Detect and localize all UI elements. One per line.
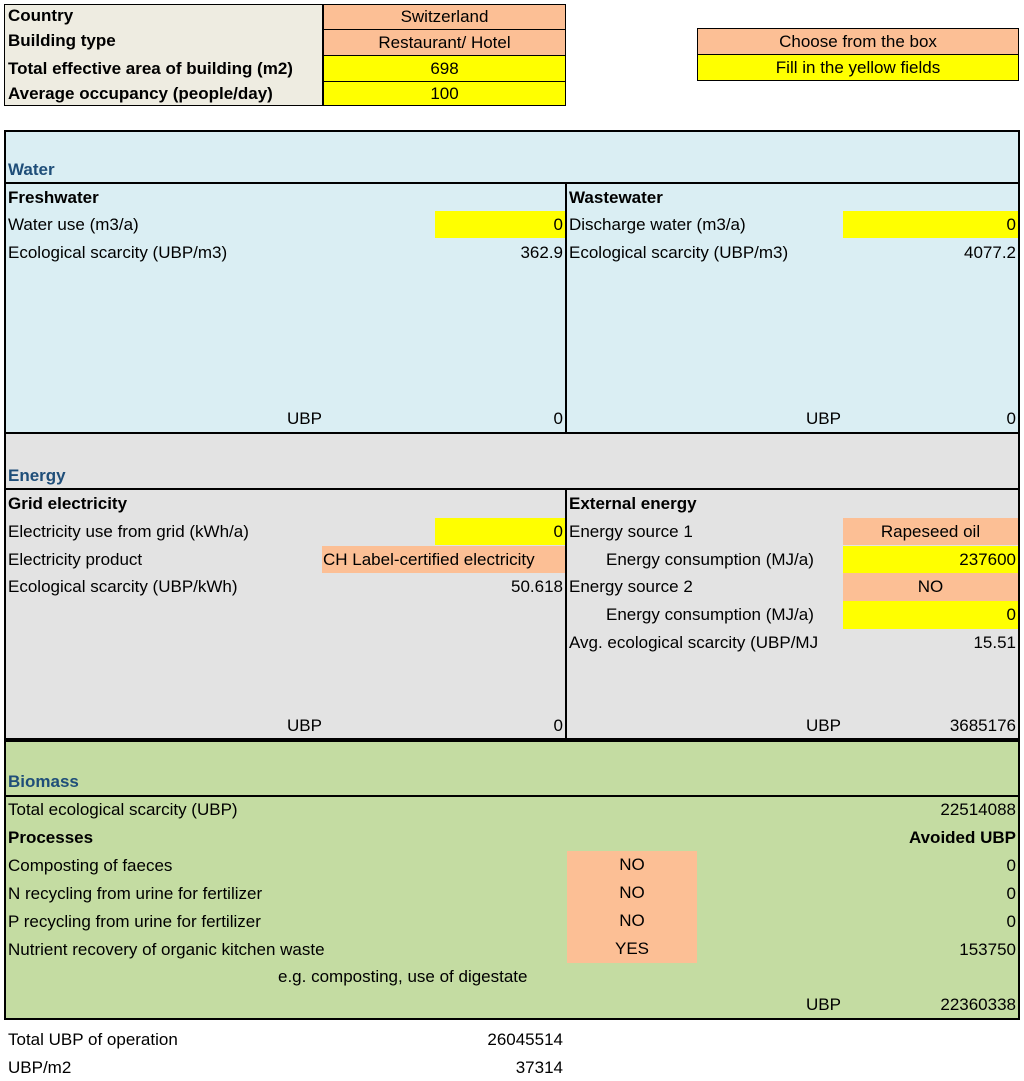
- process-label-composting: Composting of faeces: [8, 856, 173, 875]
- energy-divider-v: [565, 488, 567, 740]
- grid-ubp-value: 0: [553, 716, 563, 735]
- country-label: Country: [8, 6, 74, 25]
- ubp-per-m2-value: 37314: [515, 1058, 563, 1077]
- legend-choose: Choose from the box: [697, 28, 1019, 55]
- energy-source1-label: Energy source 1: [569, 522, 693, 541]
- water-section: [4, 130, 1020, 434]
- biomass-title: Biomass: [8, 772, 79, 791]
- country-select[interactable]: Switzerland: [323, 4, 566, 30]
- area-input[interactable]: 698: [323, 55, 566, 82]
- biomass-ubp-label: UBP: [806, 995, 841, 1014]
- water-title: Water: [8, 160, 55, 179]
- electricity-product-label: Electricity product: [8, 550, 143, 569]
- process-label-nutrient-recovery: Nutrient recovery of organic kitchen waste: [8, 940, 325, 959]
- biomass-ubp-value: 22360338: [940, 995, 1016, 1014]
- energy-consumption1-input[interactable]: 237600: [843, 546, 1018, 573]
- wastewater-ubp-label: UBP: [806, 409, 841, 428]
- water-use-input[interactable]: 0: [435, 211, 565, 238]
- water-divider-v: [565, 182, 567, 434]
- freshwater-scarcity-label: Ecological scarcity (UBP/m3): [8, 243, 228, 262]
- energy-consumption2-label: Energy consumption (MJ/a): [606, 605, 814, 624]
- occupancy-input[interactable]: 100: [323, 81, 566, 106]
- process-value-p-recycling: 0: [1006, 912, 1016, 931]
- energy-consumption2-input[interactable]: 0: [843, 601, 1018, 629]
- external-energy-title: External energy: [569, 494, 697, 513]
- biomass-total-label: Total ecological scarcity (UBP): [8, 800, 238, 819]
- building-type-label: Building type: [8, 31, 116, 50]
- freshwater-title: Freshwater: [8, 188, 99, 207]
- electricity-use-input[interactable]: 0: [435, 518, 565, 545]
- grid-electricity-title: Grid electricity: [8, 494, 128, 513]
- grid-scarcity-value: 50.618: [511, 577, 563, 596]
- electricity-product-select[interactable]: CH Label-certified electricity: [322, 546, 565, 573]
- process-choice-p-recycling[interactable]: NO: [567, 907, 697, 935]
- total-operation-value: 26045514: [487, 1030, 563, 1049]
- energy-source2-label: Energy source 2: [569, 577, 693, 596]
- grid-scarcity-label: Ecological scarcity (UBP/kWh): [8, 577, 238, 596]
- area-label: Total effective area of building (m2): [8, 59, 293, 78]
- water-divider-h: [4, 182, 1020, 184]
- process-label-n-recycling: N recycling from urine for fertilizer: [8, 884, 263, 903]
- wastewater-ubp-value: 0: [1006, 409, 1016, 428]
- freshwater-ubp-label: UBP: [287, 409, 322, 428]
- energy-divider-h: [4, 488, 1020, 490]
- process-value-composting: 0: [1006, 856, 1016, 875]
- ubp-per-m2-label: UBP/m2: [8, 1058, 72, 1077]
- energy-source2-select[interactable]: NO: [843, 573, 1018, 601]
- wastewater-title: Wastewater: [569, 188, 663, 207]
- wastewater-scarcity-value: 4077.2: [964, 243, 1016, 262]
- freshwater-scarcity-value: 362.9: [520, 243, 563, 262]
- avg-scarcity-value: 15.51: [973, 633, 1016, 652]
- freshwater-ubp-value: 0: [553, 409, 563, 428]
- avg-scarcity-label: Avg. ecological scarcity (UBP/MJ: [569, 633, 819, 652]
- process-choice-composting[interactable]: NO: [567, 851, 697, 879]
- legend-fill: Fill in the yellow fields: [697, 54, 1019, 81]
- external-ubp-value: 3685176: [949, 716, 1016, 735]
- biomass-note: e.g. composting, use of digestate: [278, 967, 528, 986]
- occupancy-label: Average occupancy (people/day): [8, 84, 273, 103]
- water-use-label: Water use (m3/a): [8, 215, 139, 234]
- processes-label: Processes: [8, 828, 94, 847]
- wastewater-scarcity-label: Ecological scarcity (UBP/m3): [569, 243, 789, 262]
- external-ubp-label: UBP: [806, 716, 841, 735]
- avoided-ubp-label: Avoided UBP: [908, 828, 1016, 847]
- biomass-total-value: 22514088: [940, 800, 1016, 819]
- process-value-nutrient-recovery: 153750: [959, 940, 1016, 959]
- energy-consumption1-label: Energy consumption (MJ/a): [606, 550, 814, 569]
- discharge-water-input[interactable]: 0: [843, 211, 1018, 238]
- discharge-water-label: Discharge water (m3/a): [569, 215, 746, 234]
- process-choice-n-recycling[interactable]: NO: [567, 879, 697, 907]
- energy-title: Energy: [8, 466, 66, 485]
- electricity-use-label: Electricity use from grid (kWh/a): [8, 522, 249, 541]
- energy-source1-select[interactable]: Rapeseed oil: [843, 518, 1018, 545]
- process-label-p-recycling: P recycling from urine for fertilizer: [8, 912, 261, 931]
- process-choice-nutrient-recovery[interactable]: YES: [567, 935, 697, 963]
- grid-ubp-label: UBP: [287, 716, 322, 735]
- process-value-n-recycling: 0: [1006, 884, 1016, 903]
- total-operation-label: Total UBP of operation: [8, 1030, 178, 1049]
- building-type-select[interactable]: Restaurant/ Hotel: [323, 29, 566, 56]
